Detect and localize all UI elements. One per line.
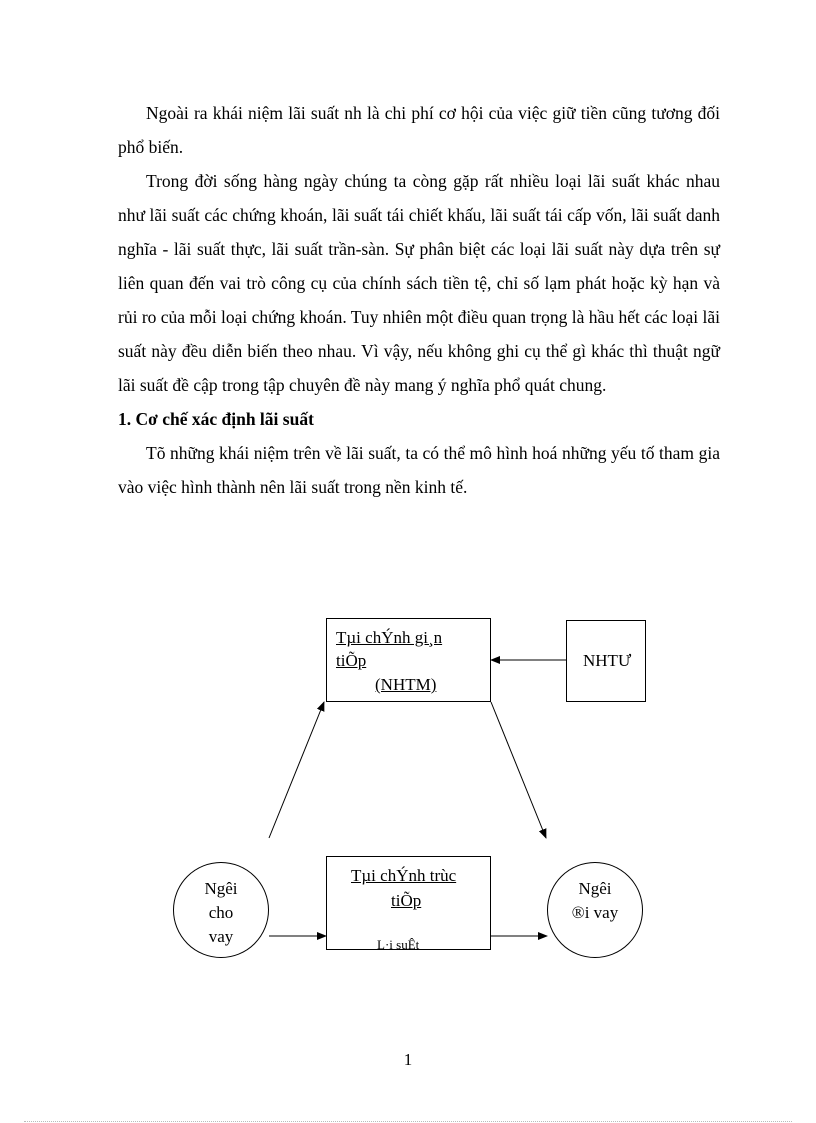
paragraph-opportunity-cost: Ngoài ra khái niệm lãi suất nh là chi phí cơ hội của việc giữ tiền cũng tương đối phổ biến. [118,103,720,157]
indirect-finance-box [326,618,491,702]
direct-finance-label-2: tiÕp [391,891,422,910]
section-heading: 1. Cơ chế xác định lãi suất [118,409,314,429]
paragraph-model-intro: Tõ những khái niệm trên về lãi suất, ta có thể mô hình hoá những yếu tố tham gia vào việc hình thành nên lãi suất trong nền kinh tế. [118,443,720,497]
central-bank-label: NHTƯ [583,651,632,670]
indirect-finance-label-2: tiÕp [336,651,367,670]
lender-circle [173,862,269,958]
direct-finance-label-1: Tµi chÝnh trùc [351,866,457,885]
borrower-circle [547,862,643,958]
arrow-indirect-to-borrower [491,702,546,838]
lender-label-2: cho [208,903,234,922]
direct-finance-box [326,856,491,950]
central-bank-box [566,620,646,702]
direct-finance-interest-label: L·i suÊt [377,937,420,950]
indirect-finance-label-3: (NHTM) [375,675,437,694]
lender-label-1: Ngêi [204,879,238,898]
borrower-label-1: Ngêi [578,879,612,898]
borrower-label-2: ®i vay [571,903,619,922]
paragraph-interest-types: Trong đời sống hàng ngày chúng ta còng gặp rất nhiều loại lãi suất khác nhau như lãi suất các chứng khoán, lãi suất tái chiết khấu, lãi suất tái cấp vốn, lãi suất danh nghĩa - lãi suất thực, lãi suất trần-sàn. Sự phân biệt các loại lãi suất này dựa trên sự liên quan đến vai trò công cụ của chính sách tiền tệ, chỉ số lạm phát hoặc kỳ hạn và rủi ro của mỗi loại chứng khoán. Tuy nhiên một điều quan trọng là hầu hết các loại lãi suất này đều diễn biến theo nhau. Vì vậy, nếu không ghi cụ thể gì khác thì thuật ngữ lãi suất đề cập trong tập chuyên đề này mang ý nghĩa phổ quát chung. [118,171,720,395]
lender-label-3: vay [208,927,234,946]
indirect-finance-label-1: Tµi chÝnh gi¸n [336,628,443,647]
arrow-lender-to-indirect [269,702,324,838]
page-number: 1 [403,1050,413,1069]
page-bottom-border [24,1121,792,1122]
